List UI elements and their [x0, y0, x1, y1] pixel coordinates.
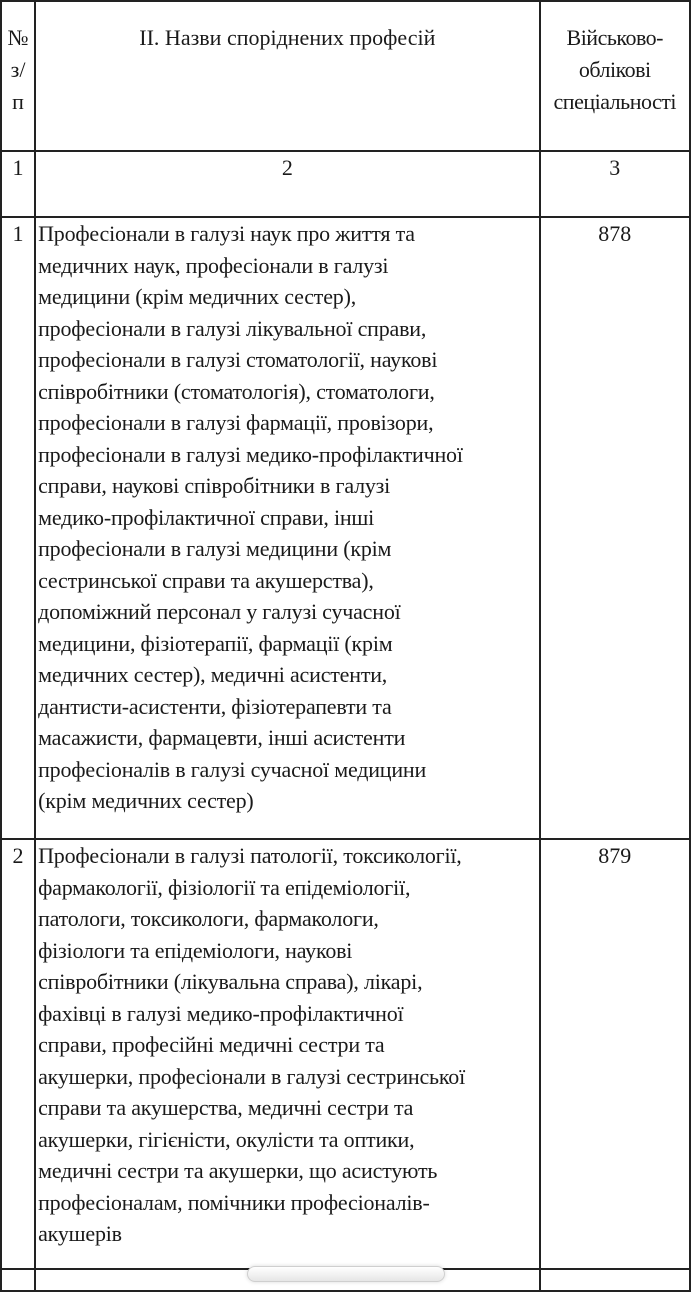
- row-professions: Професіонали в галузі патології, токсикології, фармакології, фізіології та епідеміології, патологи, токсикологи, фармакологи, фізіологи та епідеміологи, наукові співробітники (лікувальна справа), лікарі, фахівці в галузі медико-профілактичної справи, професійні медичні сестри та акушерки, професіонали в галузі сестринської справи та акушерства, медичні сестри та акушерки, гігієністи, окулісти та оптики, медичні сестри та акушерки, що асистують професіоналам, помічники професіоналів- акушерів: [35, 839, 539, 1269]
- column-number-1: 1: [1, 151, 35, 217]
- row-index: 2: [1, 839, 35, 1269]
- column-number-2: 2: [35, 151, 539, 217]
- header-professions: ІІ. Назви споріднених професій: [35, 1, 539, 151]
- header-military-specialties: Військово- облікові спеціальності: [540, 1, 690, 151]
- row-continuation-cell-1: [1, 1269, 35, 1291]
- column-number-row: [1, 151, 690, 217]
- row-continuation-cell-3: [540, 1269, 690, 1291]
- row-code: 878: [540, 217, 690, 839]
- row-index: 1: [1, 217, 35, 839]
- table-row: [1, 217, 690, 839]
- header-number: № з/ п: [1, 1, 35, 151]
- table-header-row: [1, 1, 690, 151]
- table-row: [1, 839, 690, 1269]
- row-professions: Професіонали в галузі наук про життя та медичних наук, професіонали в галузі медицини (крім медичних сестер), професіонали в галузі лікувальної справи, професіонали в галузі стоматології, наукові співробітники (стоматологія), стоматологи, професіонали в галузі фармації, провізори, професіонали в галузі медико-профілактичної справи, наукові співробітники в галузі медико-профілактичної справи, інші професіонали в галузі медицини (крім сестринської справи та акушерства), допоміжний персонал у галузі сучасної медицини, фізіотерапії, фармації (крім медичних сестер), медичні асистенти, дантисти-асистенти, фізіотерапевти та масажисти, фармацевти, інші асистенти професіоналів в галузі сучасної медицини (крім медичних сестер): [35, 217, 539, 839]
- column-number-3: 3: [540, 151, 690, 217]
- row-code: 879: [540, 839, 690, 1269]
